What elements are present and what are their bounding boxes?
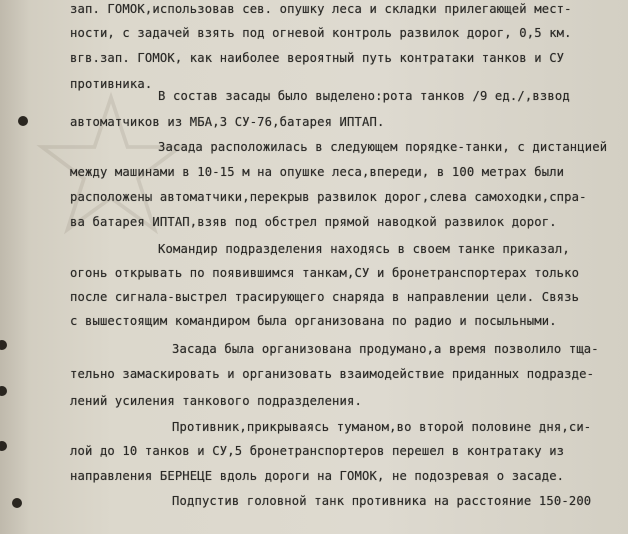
text-line: Подпустив головной танк противника на расстояние 150-200 (172, 494, 592, 508)
text-line: тельно замаскировать и организовать взаимодействие приданных подразде- (70, 367, 595, 381)
text-line: Командир подразделения находясь в своем танке приказал, (158, 242, 570, 256)
text-line: между машинами в 10-15 м на опушке леса,впереди, в 100 метрах были (70, 165, 565, 179)
text-line: ва батарея ИПТАП,взяв под обстрел прямой наводкой развилок дорог. (70, 215, 557, 229)
text-line: лений усиления танкового подразделения. (70, 394, 363, 408)
text-line: Противник,прикрываясь туманом,во второй половине дня,си- (172, 420, 592, 434)
text-line: В состав засады было выделено:рота танков /9 ед./,взвод (158, 89, 570, 103)
text-line: направления БЕРНЕЦЕ вдоль дороги на ГОМОК, не подозревая о засаде. (70, 469, 565, 483)
text-line: расположены автоматчики,перекрыв развилок дорог,слева самоходки,спра- (70, 190, 587, 204)
text-line: автоматчиков из МБА,3 СУ-76,батарея ИПТАП. (70, 115, 385, 129)
text-line: огонь открывать по появившимся танкам,СУ и бронетранспортерах только (70, 266, 580, 280)
text-line: с вышестоящим командиром была организована по радио и посыльными. (70, 314, 557, 328)
binder-hole (18, 116, 28, 126)
text-line: вгв.зап. ГОМОК, как наиболее вероятный путь контратаки танков и СУ (70, 51, 565, 65)
text-line: Засада расположилась в следующем порядке-танки, с дистанцией (158, 140, 608, 154)
text-line: Засада была организована продумано,а время позволило тща- (172, 342, 599, 356)
text-line: противника. (70, 77, 153, 91)
text-line: лой до 10 танков и СУ,5 бронетранспортеров перешел в контратаку из (70, 444, 565, 458)
text-line: ности, с задачей взять под огневой контроль развилок дорог, 0,5 км. (70, 26, 572, 40)
page-edge-shadow (0, 0, 30, 534)
text-line: после сигнала-выстрел трасирующего снаряда в направлении цели. Связь (70, 290, 580, 304)
binder-hole (12, 498, 22, 508)
text-line: зап. ГОМОК,использовав сев. опушку леса и складки прилегающей мест- (70, 2, 572, 16)
